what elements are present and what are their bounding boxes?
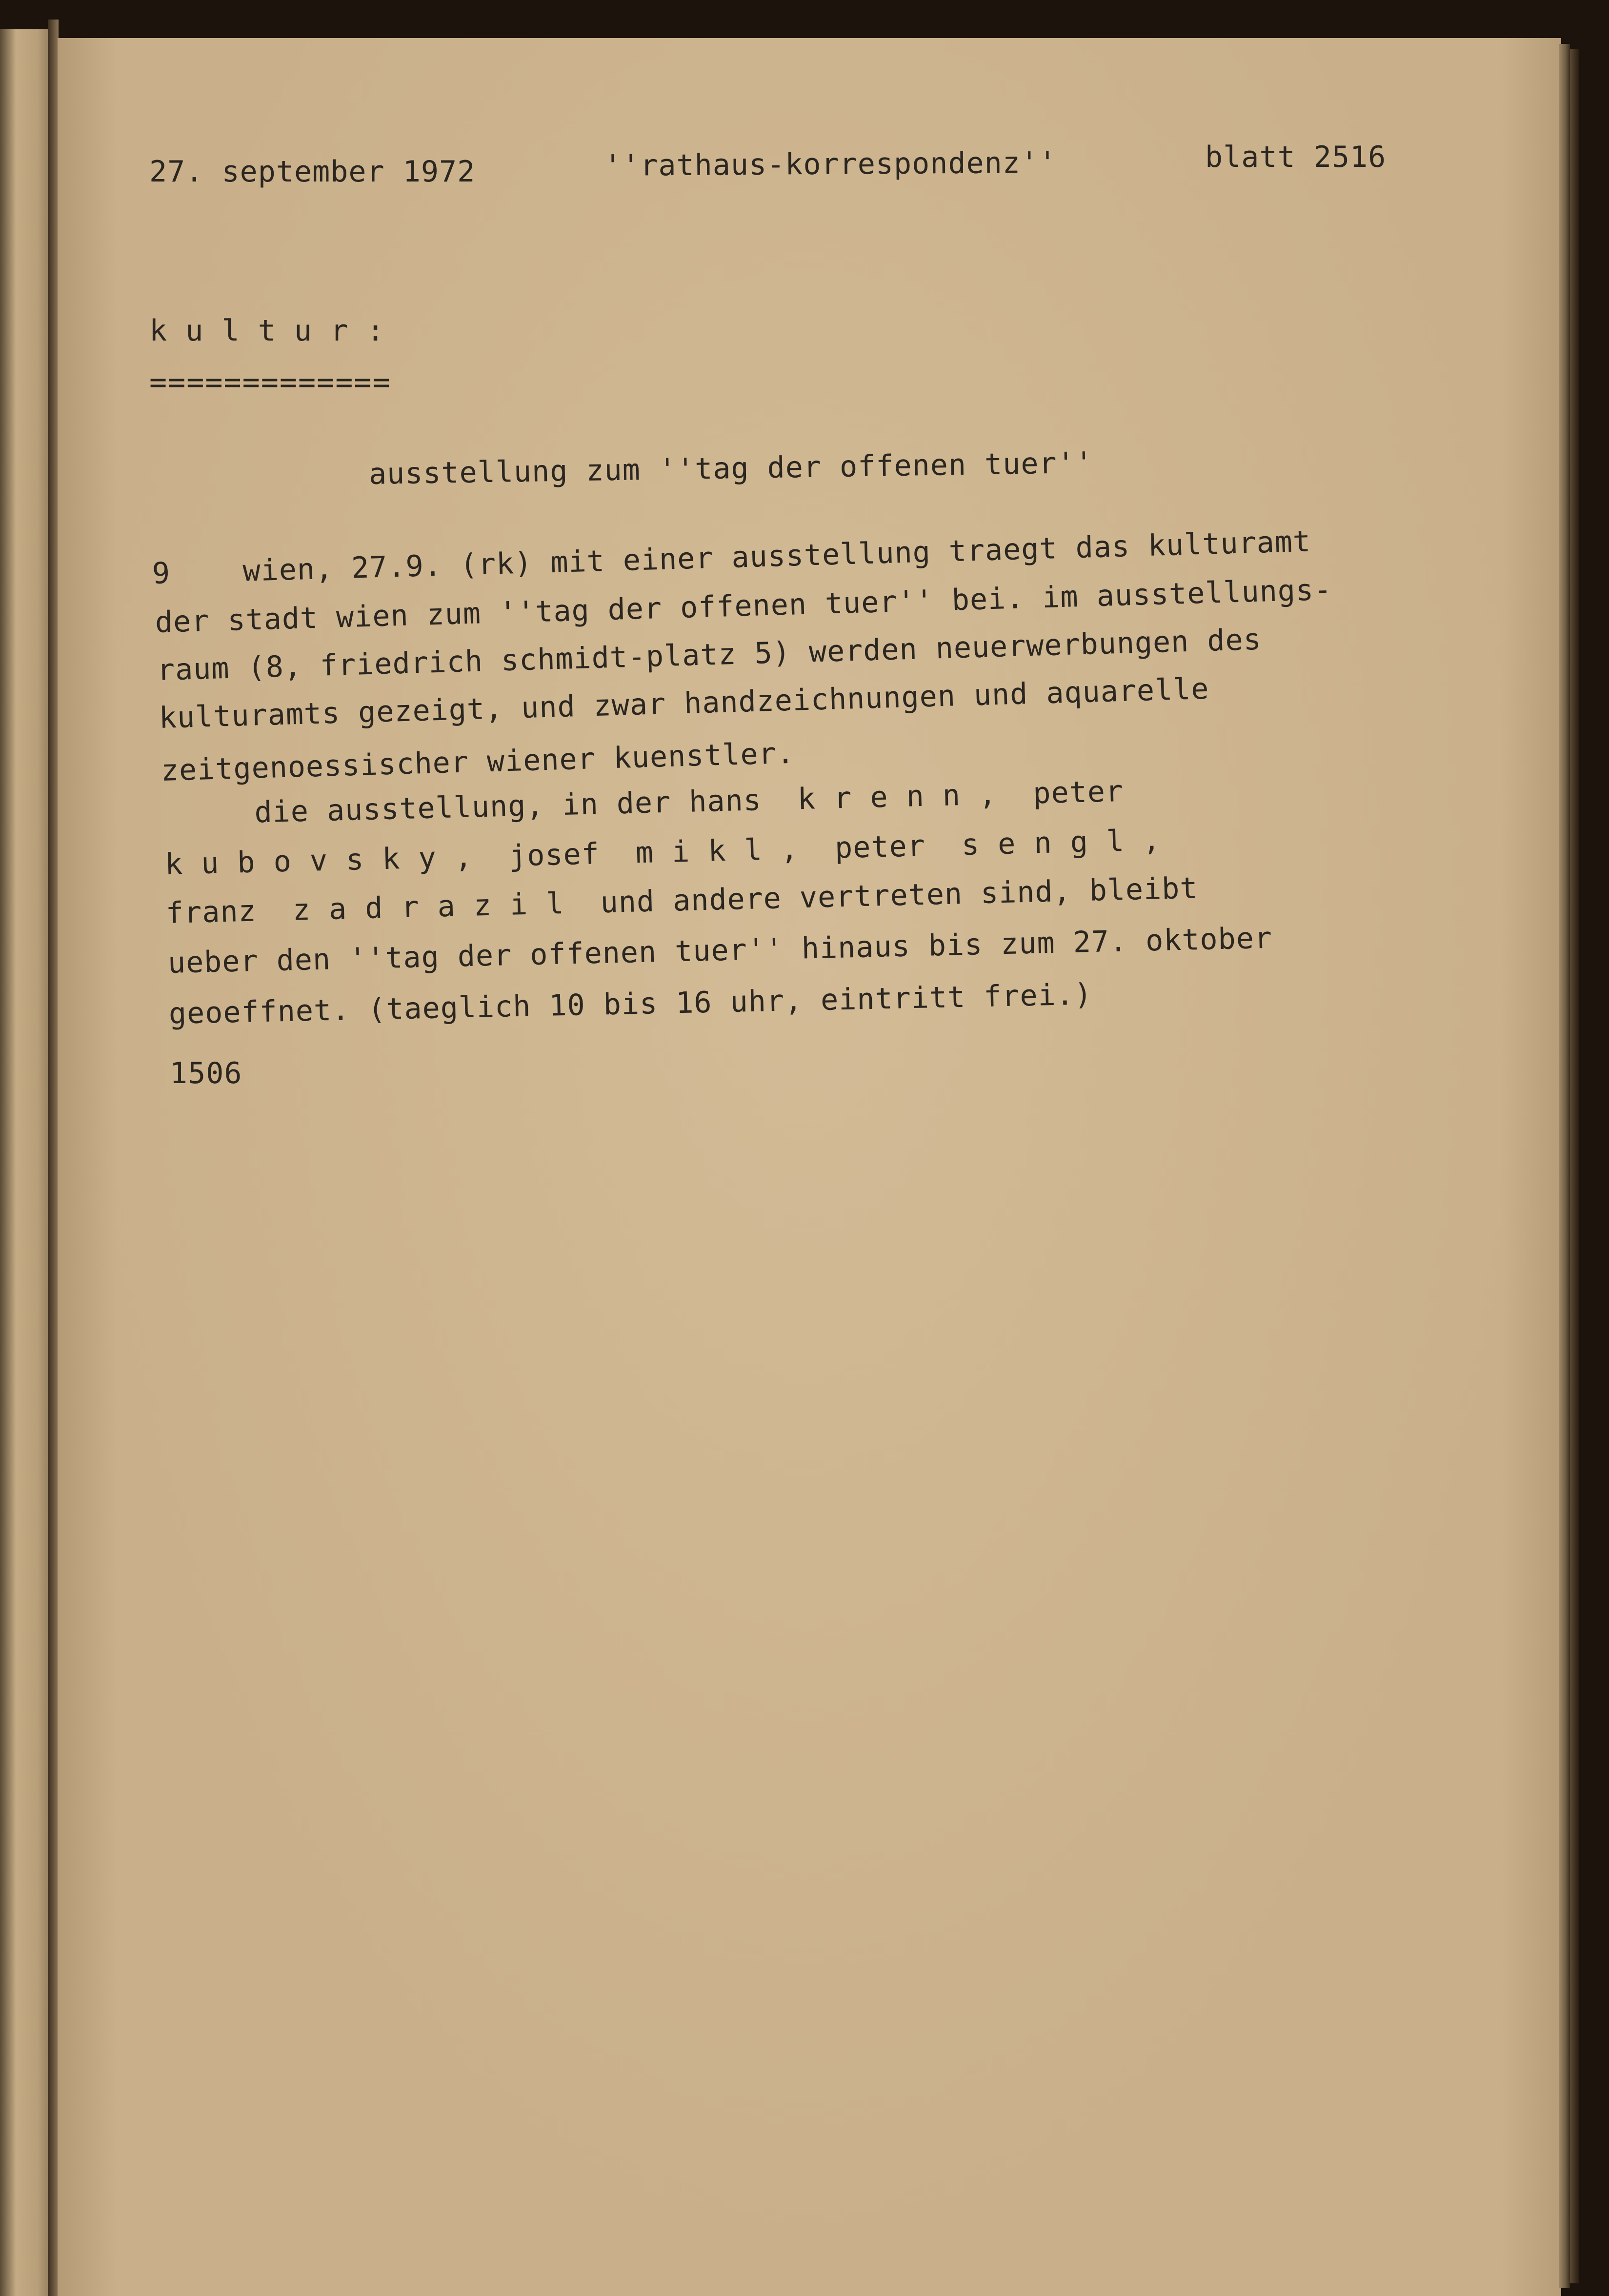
header-sheet-number: blatt 2516 <box>1205 140 1387 174</box>
book-gutter <box>48 20 59 2296</box>
article-reference-number: 1506 <box>170 1056 242 1090</box>
article-title: ausstellung zum ''tag der offenen tuer'' <box>368 445 1094 491</box>
body-line-1: 9 wien, 27.9. (rk) mit einer ausstellung traegt das kulturamt <box>152 524 1311 591</box>
header-date: 27. september 1972 <box>149 155 476 189</box>
body-line-9: ueber den ''tag der offenen tuer'' hinaus bis zum 27. oktober <box>167 921 1273 980</box>
body-line-5: zeitgenoessischer wiener kuenstler. <box>161 736 795 788</box>
header-publication: ''rathaus-korrespondenz'' <box>603 145 1057 183</box>
body-line-3: raum (8, friedrich schmidt-platz 5) werden neuerwerbungen des <box>157 622 1262 687</box>
body-line-7: k u b o v s k y , josef m i k l , peter s e n g l , <box>164 823 1162 882</box>
section-label: k u l t u r : <box>149 314 385 348</box>
body-line-10: geoeffnet. (taeglich 10 bis 16 uhr, eintritt frei.) <box>168 977 1093 1031</box>
body-line-4: kulturamts gezeigt, und zwar handzeichnungen und aquarelle <box>159 671 1210 735</box>
section-underline: ============= <box>149 365 391 400</box>
page-stack-edge <box>1559 44 1570 2288</box>
facing-page-edge <box>0 29 54 2296</box>
body-line-2: der stadt wien zum ''tag der offenen tuer'' bei. im ausstellungs- <box>155 572 1333 640</box>
body-line-8: franz z a d r a z i l und andere vertreten sind, bleibt <box>165 871 1199 930</box>
body-line-6: die ausstellung, in der hans k r e n n , peter <box>163 774 1124 832</box>
page-stack-edge-outer <box>1570 49 1579 2283</box>
